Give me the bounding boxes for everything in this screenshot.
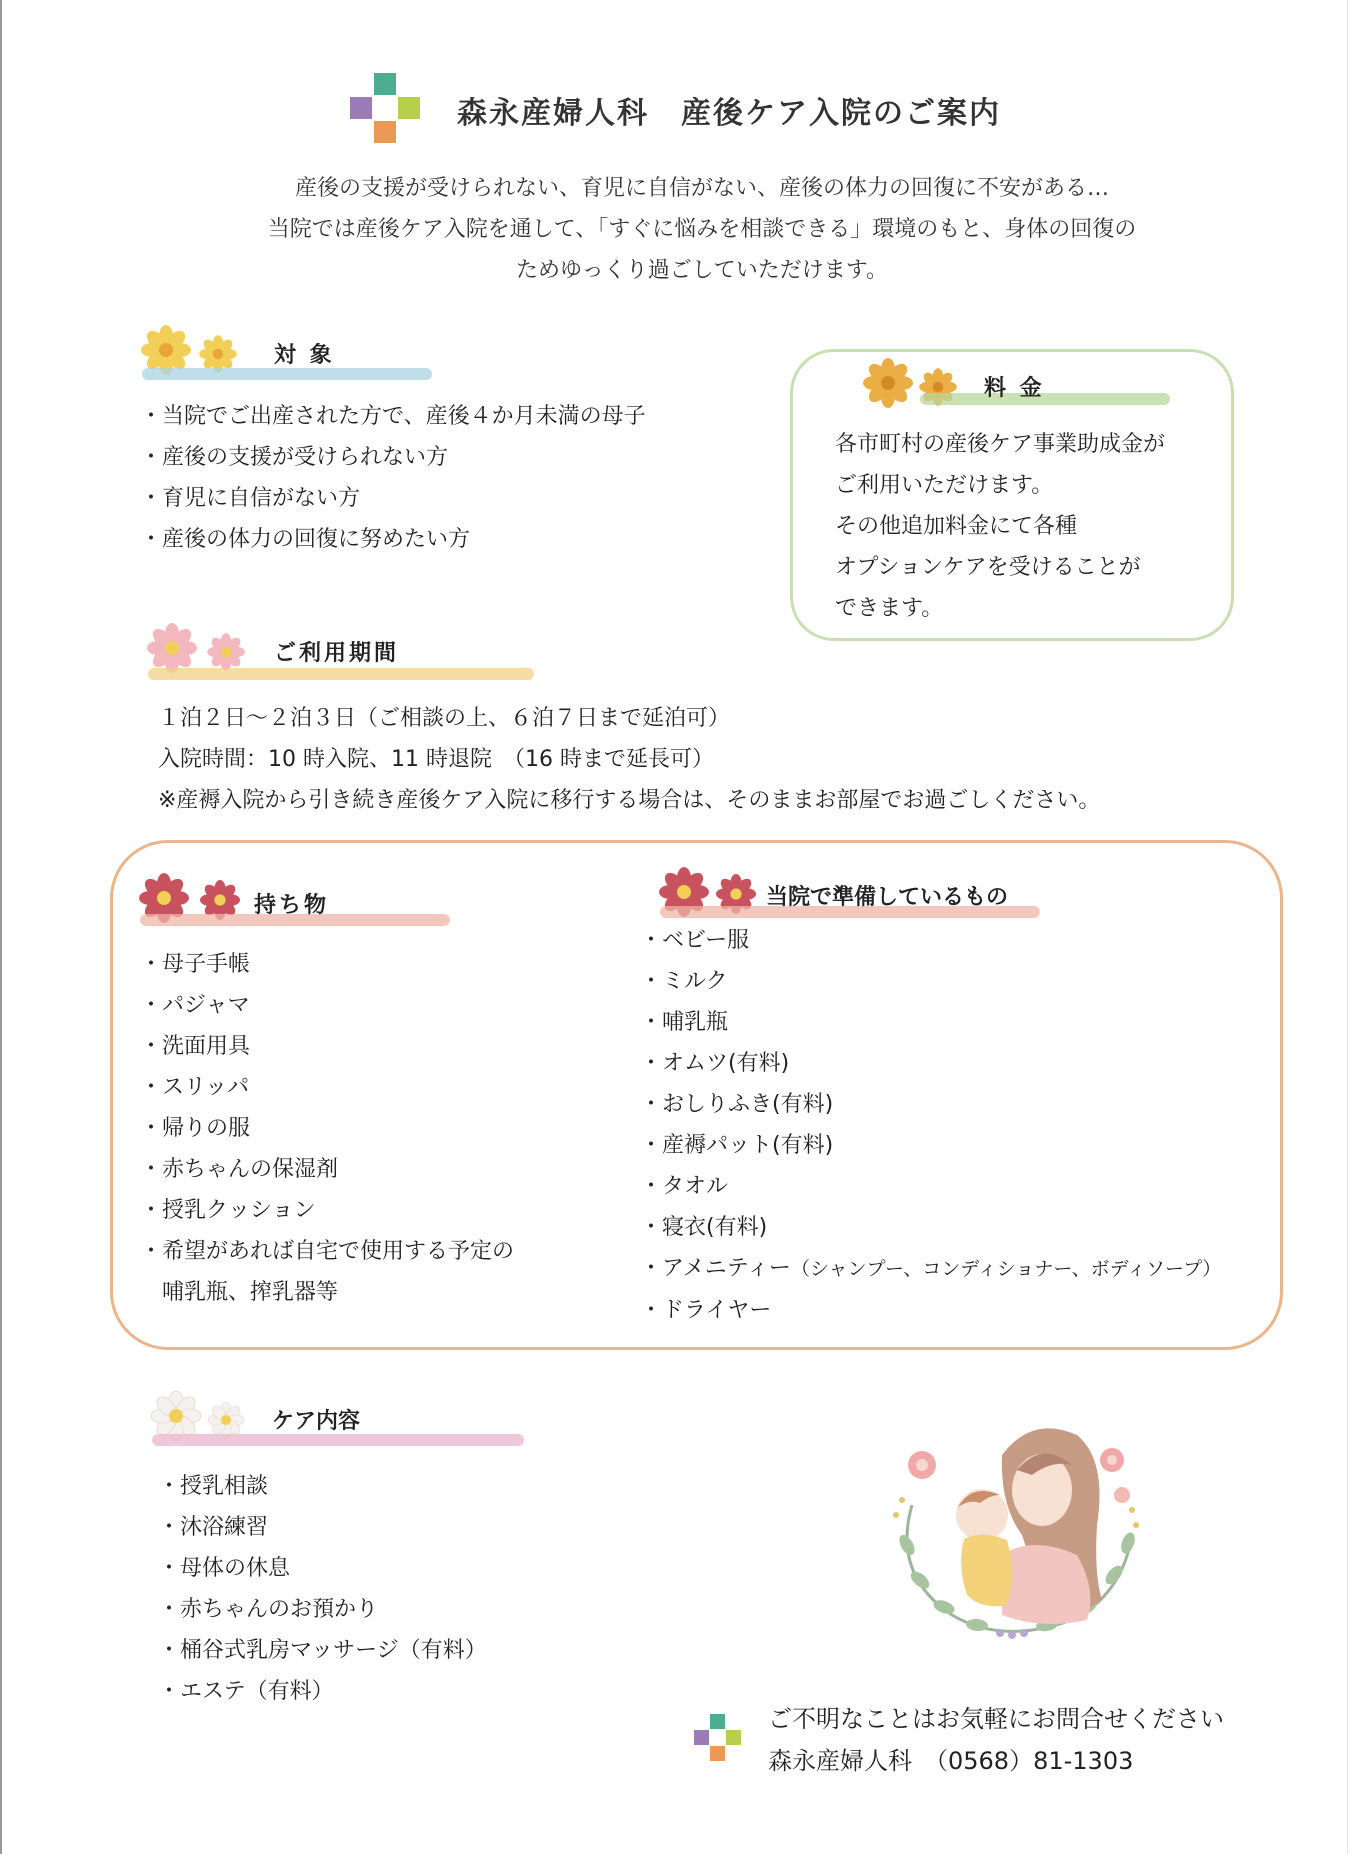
list-item: ・ 赤ちゃんのお預かり: [158, 1589, 487, 1630]
list-item: ・ 当院でご出産された方で、産後４か月未満の母子: [140, 396, 646, 437]
fee-heading: [860, 355, 1120, 415]
fee-line: オプションケアを受けることが: [835, 555, 1141, 580]
list-item: ・ ミルク: [640, 961, 1221, 1002]
heading-stripe: [148, 668, 534, 680]
list-item: ・ 洗面用具: [140, 1026, 514, 1067]
amenity-label: アメニティー: [662, 1256, 791, 1281]
list-item: ・ 寝衣(有料): [640, 1207, 1221, 1248]
care-heading-label: ケア内容: [272, 1409, 361, 1434]
list-item: ・ ベビー服: [640, 920, 1221, 961]
list-item: [640, 1248, 1221, 1290]
care-heading: [148, 1388, 528, 1448]
list-item: ・ スリッパ: [140, 1067, 514, 1108]
list-item: ・ 沐浴練習: [158, 1507, 487, 1548]
period-details: [158, 698, 1100, 821]
mother-baby-illustration: [882, 1415, 1142, 1645]
page-title: 森永産婦人科 産後ケア入院のご案内: [457, 96, 1001, 131]
heading-stripe: [142, 368, 432, 380]
footer-logo: [694, 1714, 742, 1762]
fee-line: できます。: [835, 596, 944, 621]
provided-list: [640, 920, 1221, 1331]
list-item: ・ 産後の支援が受けられない方: [140, 437, 646, 478]
list-item: ・ 母子手帳: [140, 944, 514, 985]
fee-heading-label: 料 金: [984, 376, 1045, 401]
intro-line: ためゆっくり過ごしていただけます。: [515, 258, 889, 283]
belongings-heading-label: 持ち物: [254, 893, 330, 918]
list-item: 哺乳瓶、搾乳器等: [162, 1280, 339, 1305]
list-item: ・ エステ（有料）: [158, 1671, 487, 1712]
provided-heading: [656, 864, 1056, 924]
contact-message: ご不明なことはお気軽にお問合せください: [768, 1705, 1224, 1733]
contact-info: [768, 1698, 1224, 1782]
heading-stripe: [920, 393, 1170, 405]
list-item: ・ おしりふき(有料): [640, 1084, 1221, 1125]
list-item: ・ 育児に自信がない方: [140, 478, 646, 519]
list-item: ・ タオル: [640, 1166, 1221, 1207]
belongings-list: [140, 944, 514, 1313]
period-heading: [144, 620, 544, 680]
period-line: １泊２日～２泊３日（ご相談の上、６泊７日まで延泊可）: [158, 706, 731, 731]
period-heading-label: ご利用期間: [274, 641, 400, 666]
list-item: ・ 希望があれば自宅で使用する予定の: [140, 1231, 514, 1272]
fee-line: ご利用いただけます。: [835, 473, 1054, 498]
period-line: ※産褥入院から引き続き産後ケア入院に移行する場合は、そのままお部屋でお過ごしください。: [158, 788, 1101, 813]
list-item: ・ 帰りの服: [140, 1108, 514, 1149]
intro-line: 産後の支援が受けられない、育児に自信がない、産後の体力の回復に不安がある…: [294, 176, 1109, 201]
contact-phone: 森永産婦人科 （0568）81-1303: [768, 1747, 1134, 1775]
fee-line: 各市町村の産後ケア事業助成金が: [835, 432, 1166, 457]
list-item: ・ 母体の休息: [158, 1548, 487, 1589]
list-item: ・ 授乳クッション: [140, 1190, 514, 1231]
provided-heading-label: 当院で準備しているもの: [766, 885, 1009, 910]
period-line: 入院時間：10 時入院、11 時退院 （16 時まで延長可）: [158, 747, 714, 772]
list-item: ・ オムツ(有料): [640, 1043, 1221, 1084]
list-item: ・ ドライヤー: [640, 1290, 1221, 1331]
clinic-logo: [350, 73, 420, 143]
intro-line: 当院では産後ケア入院を通して、「すぐに悩みを相談できる」環境のもと、身体の回復の: [267, 217, 1137, 242]
care-list: [158, 1466, 487, 1712]
list-item: ・ 産褥パット(有料): [640, 1125, 1221, 1166]
list-item: ・ 桶谷式乳房マッサージ（有料）: [158, 1630, 487, 1671]
list-item: ・ 授乳相談: [158, 1466, 487, 1507]
list-item: ・ 哺乳瓶: [640, 1002, 1221, 1043]
list-item: ・ 産後の体力の回復に努めたい方: [140, 519, 646, 560]
list-item: ・ パジャマ: [140, 985, 514, 1026]
list-item: ・ 赤ちゃんの保湿剤: [140, 1149, 514, 1190]
amenity-detail: （シャンプー、コンディショナー、ボディソープ）: [790, 1258, 1222, 1280]
intro-text: [202, 168, 1202, 291]
target-heading-label: 対 象: [274, 343, 335, 368]
target-list: [140, 396, 646, 560]
target-heading: [138, 322, 438, 382]
heading-stripe: [152, 1434, 524, 1446]
belongings-heading: [136, 870, 456, 930]
fee-line: その他追加料金にて各種: [835, 514, 1078, 539]
fee-description: [835, 424, 1165, 629]
